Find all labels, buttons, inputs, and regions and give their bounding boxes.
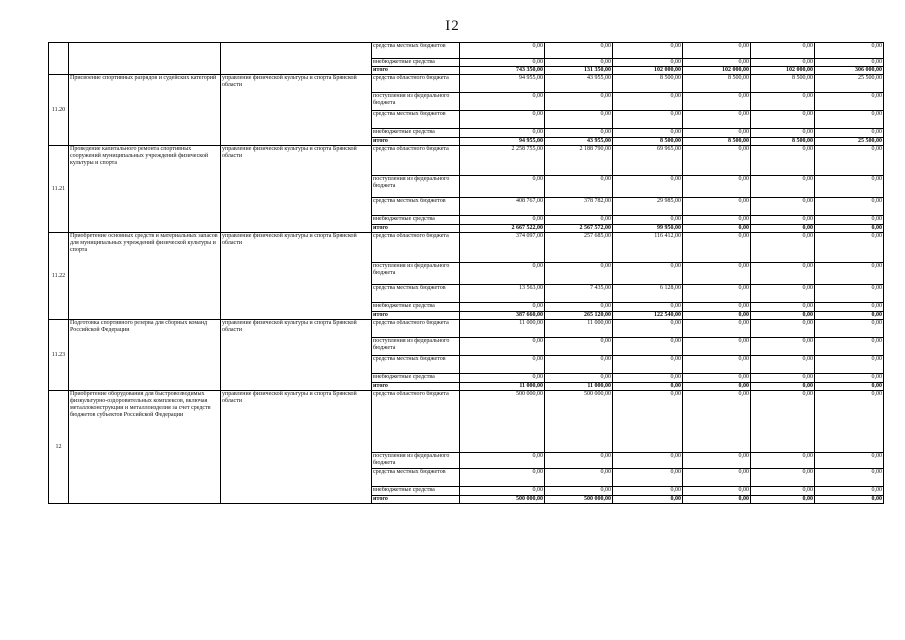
funding-source: итого (372, 138, 460, 146)
amount-cell: 0,00 (613, 487, 683, 496)
amount-cell: 0,00 (751, 320, 815, 338)
amount-cell: 0,00 (545, 176, 613, 198)
amount-cell: 0,00 (683, 496, 751, 504)
funding-source: внебюджетные средства (372, 59, 460, 67)
funding-source: поступления из федерального бюджета (372, 263, 460, 285)
amount-cell: 0,00 (613, 129, 683, 138)
amount-cell: 0,00 (683, 453, 751, 469)
funding-source: средства областного бюджета (372, 320, 460, 338)
amount-cell: 131 350,00 (545, 67, 613, 75)
funding-source: средства местных бюджетов (372, 43, 460, 59)
amount-cell: 2 667 522,00 (460, 225, 545, 233)
funding-source: средства областного бюджета (372, 391, 460, 453)
amount-cell: 0,00 (683, 303, 751, 312)
amount-cell: 387 660,00 (460, 312, 545, 320)
measure-description: Приобретение основных средств и материальных запасов для муниципальных учреждений физической культуры и спорта (69, 233, 221, 320)
amount-cell: 0,00 (683, 198, 751, 216)
amount-cell: 0,00 (751, 469, 815, 487)
amount-cell: 500 000,00 (545, 391, 613, 453)
funding-source: средства местных бюджетов (372, 469, 460, 487)
funding-source: итого (372, 225, 460, 233)
amount-cell: 0,00 (815, 129, 884, 138)
amount-cell: 265 120,00 (545, 312, 613, 320)
table-row (49, 233, 884, 263)
amount-cell: 0,00 (815, 312, 884, 320)
responsible-organization: управление физической культуры и спорта Брянской области (221, 320, 372, 391)
amount-cell: 0,00 (815, 93, 884, 111)
amount-cell: 0,00 (613, 303, 683, 312)
amount-cell: 0,00 (683, 59, 751, 67)
amount-cell: 0,00 (815, 111, 884, 129)
funding-source: средства местных бюджетов (372, 111, 460, 129)
funding-source: поступления из федерального бюджета (372, 176, 460, 198)
amount-cell: 0,00 (545, 453, 613, 469)
table-row (49, 320, 884, 338)
amount-cell: 0,00 (815, 496, 884, 504)
amount-cell: 0,00 (460, 59, 545, 67)
amount-cell: 0,00 (751, 356, 815, 374)
amount-cell: 0,00 (683, 469, 751, 487)
amount-cell: 0,00 (613, 469, 683, 487)
amount-cell: 0,00 (460, 356, 545, 374)
amount-cell: 0,00 (683, 225, 751, 233)
amount-cell: 29 985,00 (613, 198, 683, 216)
amount-cell: 25 500,00 (815, 138, 884, 146)
amount-cell: 0,00 (545, 338, 613, 356)
amount-cell: 0,00 (815, 391, 884, 453)
amount-cell: 0,00 (683, 383, 751, 391)
amount-cell: 0,00 (460, 129, 545, 138)
amount-cell: 0,00 (460, 453, 545, 469)
amount-cell: 43 955,00 (545, 138, 613, 146)
funding-source: средства областного бюджета (372, 75, 460, 93)
amount-cell: 8 500,00 (683, 75, 751, 93)
funding-source: средства местных бюджетов (372, 285, 460, 303)
amount-cell: 0,00 (751, 233, 815, 263)
amount-cell: 0,00 (683, 43, 751, 59)
funding-source: внебюджетные средства (372, 487, 460, 496)
funding-source: итого (372, 67, 460, 75)
amount-cell: 0,00 (815, 453, 884, 469)
amount-cell: 500 000,00 (460, 391, 545, 453)
amount-cell: 0,00 (683, 312, 751, 320)
funding-source: поступления из федерального бюджета (372, 338, 460, 356)
amount-cell: 0,00 (815, 285, 884, 303)
measure-description (69, 43, 221, 75)
amount-cell: 0,00 (751, 43, 815, 59)
amount-cell: 0,00 (683, 129, 751, 138)
amount-cell: 0,00 (460, 374, 545, 383)
amount-cell: 0,00 (683, 285, 751, 303)
funding-source: средства местных бюджетов (372, 198, 460, 216)
measure-description: Проведение капитального ремонта спортивных сооружений муниципальных учреждений физической культуры и спорта (69, 146, 221, 233)
amount-cell: 0,00 (751, 225, 815, 233)
amount-cell: 0,00 (545, 93, 613, 111)
funding-source: средства областного бюджета (372, 146, 460, 176)
amount-cell: 0,00 (683, 338, 751, 356)
amount-cell: 0,00 (545, 43, 613, 59)
funding-source: внебюджетные средства (372, 216, 460, 225)
amount-cell: 0,00 (683, 374, 751, 383)
amount-cell: 0,00 (460, 216, 545, 225)
amount-cell: 0,00 (613, 453, 683, 469)
amount-cell: 0,00 (460, 303, 545, 312)
responsible-organization: управление физической культуры и спорта Брянской области (221, 146, 372, 233)
amount-cell: 0,00 (815, 374, 884, 383)
amount-cell: 0,00 (751, 216, 815, 225)
amount-cell: 0,00 (613, 59, 683, 67)
amount-cell: 0,00 (613, 391, 683, 453)
funding-source: внебюджетные средства (372, 374, 460, 383)
amount-cell: 0,00 (815, 263, 884, 285)
table-row (49, 43, 884, 59)
amount-cell: 69 965,00 (613, 146, 683, 176)
amount-cell: 0,00 (545, 469, 613, 487)
row-index: 11.20 (49, 75, 69, 146)
amount-cell: 0,00 (751, 93, 815, 111)
row-index: 11.21 (49, 146, 69, 233)
amount-cell: 0,00 (545, 356, 613, 374)
funding-source: итого (372, 383, 460, 391)
amount-cell: 102 000,00 (751, 67, 815, 75)
amount-cell: 25 500,00 (815, 75, 884, 93)
table-row (49, 75, 884, 93)
amount-cell: 0,00 (545, 303, 613, 312)
amount-cell: 0,00 (751, 374, 815, 383)
amount-cell: 500 000,00 (545, 496, 613, 504)
amount-cell: 43 955,00 (545, 75, 613, 93)
funding-source: внебюджетные средства (372, 303, 460, 312)
budget-table-body (49, 43, 884, 504)
table-row (49, 146, 884, 176)
amount-cell: 0,00 (613, 356, 683, 374)
amount-cell: 0,00 (460, 263, 545, 285)
amount-cell: 0,00 (545, 59, 613, 67)
amount-cell: 8 500,00 (613, 138, 683, 146)
amount-cell: 0,00 (460, 111, 545, 129)
funding-source: поступления из федерального бюджета (372, 93, 460, 111)
amount-cell: 8 500,00 (751, 75, 815, 93)
funding-source: средства местных бюджетов (372, 356, 460, 374)
amount-cell: 0,00 (613, 216, 683, 225)
funding-source: внебюджетные средства (372, 129, 460, 138)
amount-cell: 2 258 755,00 (460, 146, 545, 176)
amount-cell: 11 000,00 (545, 383, 613, 391)
amount-cell: 0,00 (683, 111, 751, 129)
amount-cell: 0,00 (460, 176, 545, 198)
amount-cell: 0,00 (815, 356, 884, 374)
amount-cell: 0,00 (683, 146, 751, 176)
amount-cell: 0,00 (613, 111, 683, 129)
measure-description: Приобретение оборудования для быстровозводимых физкультурно-оздоровительных комплексов, включая металлоконструкции и металлоизделия за счет средств бюджетов субъектов Российской Федерации (69, 391, 221, 504)
amount-cell: 306 000,00 (815, 67, 884, 75)
amount-cell: 0,00 (683, 263, 751, 285)
amount-cell: 257 685,00 (545, 233, 613, 263)
amount-cell: 0,00 (460, 93, 545, 111)
amount-cell: 743 350,00 (460, 67, 545, 75)
amount-cell: 0,00 (460, 487, 545, 496)
amount-cell: 0,00 (751, 391, 815, 453)
amount-cell: 0,00 (815, 469, 884, 487)
amount-cell: 0,00 (815, 303, 884, 312)
amount-cell: 0,00 (545, 216, 613, 225)
amount-cell: 0,00 (613, 338, 683, 356)
amount-cell: 0,00 (751, 176, 815, 198)
amount-cell: 0,00 (815, 176, 884, 198)
amount-cell: 0,00 (815, 487, 884, 496)
amount-cell: 2 567 572,00 (545, 225, 613, 233)
row-index (49, 43, 69, 75)
page-number: I2 (445, 18, 460, 34)
amount-cell: 500 000,00 (460, 496, 545, 504)
amount-cell: 0,00 (751, 487, 815, 496)
amount-cell: 0,00 (613, 374, 683, 383)
row-index: 12 (49, 391, 69, 504)
measure-description: Присвоение спортивных разрядов и судейских категорий (69, 75, 221, 146)
responsible-organization (221, 43, 372, 75)
amount-cell: 13 563,00 (460, 285, 545, 303)
amount-cell: 0,00 (751, 453, 815, 469)
amount-cell: 102 000,00 (683, 67, 751, 75)
table-row (49, 391, 884, 453)
responsible-organization: управление физической культуры и спорта Брянской области (221, 75, 372, 146)
amount-cell: 122 540,00 (613, 312, 683, 320)
amount-cell: 0,00 (751, 285, 815, 303)
amount-cell: 0,00 (751, 383, 815, 391)
amount-cell: 2 188 790,00 (545, 146, 613, 176)
amount-cell: 0,00 (751, 263, 815, 285)
amount-cell: 0,00 (815, 383, 884, 391)
amount-cell: 0,00 (751, 496, 815, 504)
amount-cell: 0,00 (751, 59, 815, 67)
amount-cell: 8 500,00 (683, 138, 751, 146)
amount-cell: 0,00 (815, 43, 884, 59)
responsible-organization: управление физической культуры и спорта Брянской области (221, 391, 372, 504)
amount-cell: 378 782,00 (545, 198, 613, 216)
funding-source: средства областного бюджета (372, 233, 460, 263)
amount-cell: 0,00 (613, 496, 683, 504)
amount-cell: 0,00 (683, 487, 751, 496)
budget-table (48, 42, 884, 504)
amount-cell: 374 097,00 (460, 233, 545, 263)
amount-cell: 0,00 (460, 338, 545, 356)
amount-cell: 0,00 (545, 129, 613, 138)
amount-cell: 7 435,00 (545, 285, 613, 303)
amount-cell: 408 767,00 (460, 198, 545, 216)
amount-cell: 0,00 (545, 111, 613, 129)
amount-cell: 6 128,00 (613, 285, 683, 303)
amount-cell: 0,00 (683, 320, 751, 338)
amount-cell: 0,00 (751, 129, 815, 138)
amount-cell: 99 950,00 (613, 225, 683, 233)
amount-cell: 116 412,00 (613, 233, 683, 263)
responsible-organization: управление физической культуры и спорта Брянской области (221, 233, 372, 320)
amount-cell: 0,00 (683, 356, 751, 374)
amount-cell: 0,00 (545, 374, 613, 383)
amount-cell: 0,00 (815, 146, 884, 176)
funding-source: поступления из федерального бюджета (372, 453, 460, 469)
amount-cell: 0,00 (815, 225, 884, 233)
amount-cell: 0,00 (613, 263, 683, 285)
amount-cell: 0,00 (815, 216, 884, 225)
amount-cell: 0,00 (683, 391, 751, 453)
row-index: 11.23 (49, 320, 69, 391)
amount-cell: 0,00 (613, 320, 683, 338)
amount-cell: 0,00 (751, 312, 815, 320)
amount-cell: 8 500,00 (751, 138, 815, 146)
amount-cell: 0,00 (545, 487, 613, 496)
amount-cell: 11 000,00 (545, 320, 613, 338)
amount-cell: 0,00 (613, 383, 683, 391)
amount-cell: 0,00 (751, 303, 815, 312)
measure-description: Подготовка спортивного резерва для сборных команд Российской Федерации (69, 320, 221, 391)
amount-cell: 0,00 (683, 233, 751, 263)
funding-source: итого (372, 312, 460, 320)
amount-cell: 11 000,00 (460, 383, 545, 391)
funding-source: итого (372, 496, 460, 504)
amount-cell: 0,00 (815, 338, 884, 356)
amount-cell: 102 000,00 (613, 67, 683, 75)
amount-cell: 0,00 (751, 198, 815, 216)
amount-cell: 0,00 (683, 93, 751, 111)
amount-cell: 0,00 (815, 320, 884, 338)
amount-cell: 0,00 (460, 43, 545, 59)
amount-cell: 0,00 (751, 111, 815, 129)
amount-cell: 94 955,00 (460, 138, 545, 146)
amount-cell: 0,00 (815, 198, 884, 216)
amount-cell: 0,00 (751, 146, 815, 176)
row-index: 11.22 (49, 233, 69, 320)
amount-cell: 0,00 (815, 233, 884, 263)
amount-cell: 0,00 (683, 176, 751, 198)
amount-cell: 11 000,00 (460, 320, 545, 338)
amount-cell: 8 500,00 (613, 75, 683, 93)
amount-cell: 0,00 (751, 338, 815, 356)
amount-cell: 0,00 (545, 263, 613, 285)
amount-cell: 0,00 (460, 469, 545, 487)
amount-cell: 0,00 (613, 176, 683, 198)
amount-cell: 0,00 (613, 93, 683, 111)
amount-cell: 0,00 (613, 43, 683, 59)
amount-cell: 94 955,00 (460, 75, 545, 93)
amount-cell: 0,00 (815, 59, 884, 67)
amount-cell: 0,00 (683, 216, 751, 225)
